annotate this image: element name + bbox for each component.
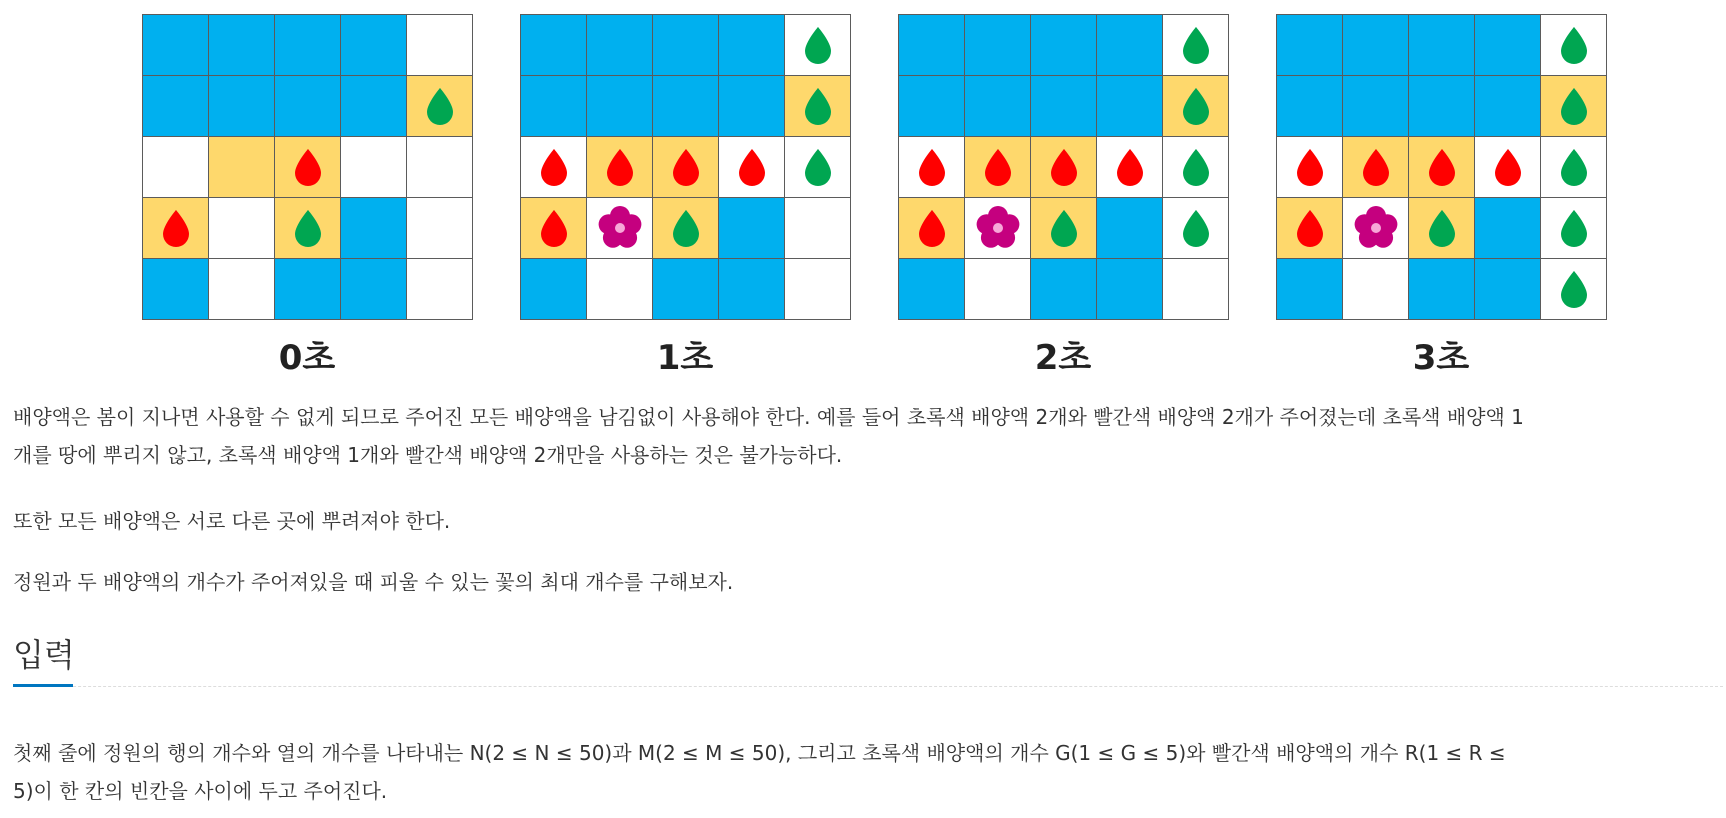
land-cell [407,15,473,76]
soil-cell [965,137,1031,198]
lake-cell [587,76,653,137]
lake-cell [899,259,965,320]
lake-cell [653,76,719,137]
land-cell [1541,137,1607,198]
flower-icon [1350,202,1402,254]
soil-cell [143,198,209,259]
flower-icon [594,202,646,254]
green-drop-icon [1557,86,1591,126]
red-drop-icon [1047,147,1081,187]
green-drop-icon [1557,269,1591,309]
land-cell [965,259,1031,320]
red-drop-icon [1359,147,1393,187]
land-cell [1163,137,1229,198]
land-cell [587,198,653,259]
garden-figure [0,0,1726,380]
garden-panel-0 [142,14,473,378]
green-drop-icon [1047,208,1081,248]
land-cell [1277,137,1343,198]
lake-cell [521,76,587,137]
lake-cell [209,76,275,137]
heading-divider [13,686,1723,687]
red-drop-icon [1491,147,1525,187]
soil-cell [209,137,275,198]
lake-cell [1031,259,1097,320]
lake-cell [1277,259,1343,320]
lake-cell [1409,259,1475,320]
lake-cell [719,259,785,320]
land-cell [341,137,407,198]
lake-cell [719,76,785,137]
lake-cell [899,76,965,137]
soil-cell [785,76,851,137]
grid-row [899,137,1229,198]
paragraph-line: 5)이 한 칸의 빈칸을 사이에 두고 주어진다. [13,779,388,803]
lake-cell [653,259,719,320]
grid-row [1277,137,1607,198]
land-cell [1163,198,1229,259]
green-drop-icon [291,208,325,248]
red-drop-icon [981,147,1015,187]
land-cell [785,15,851,76]
lake-cell [965,76,1031,137]
land-cell [143,137,209,198]
green-drop-icon [423,86,457,126]
soil-cell [1163,76,1229,137]
grid-row [521,137,851,198]
lake-cell [143,15,209,76]
lake-cell [1031,76,1097,137]
lake-cell [1475,15,1541,76]
soil-cell [1031,198,1097,259]
grid-row [1277,198,1607,259]
lake-cell [1343,15,1409,76]
lake-cell [1097,259,1163,320]
lake-cell [1475,76,1541,137]
soil-cell [521,198,587,259]
green-drop-icon [1179,86,1213,126]
land-cell [1163,15,1229,76]
soil-cell [1409,137,1475,198]
grid-row [143,76,473,137]
time-label: 0초 [278,338,336,378]
green-drop-icon [1425,208,1459,248]
land-cell [899,137,965,198]
garden-grid [898,14,1229,320]
soil-cell [1409,198,1475,259]
lake-cell [521,259,587,320]
lake-cell [521,15,587,76]
lake-cell [1475,259,1541,320]
garden-panel-3 [1276,14,1607,378]
lake-cell [275,259,341,320]
red-drop-icon [537,147,571,187]
paragraph-line: 또한 모든 배양액은 서로 다른 곳에 뿌려져야 한다. [13,509,451,533]
soil-cell [1031,137,1097,198]
lake-cell [965,15,1031,76]
soil-cell [275,137,341,198]
lake-cell [1475,198,1541,259]
garden-grid [520,14,851,320]
grid-row [521,15,851,76]
paragraph [13,563,1713,601]
soil-cell [653,198,719,259]
garden-grid [142,14,473,320]
grid-row [521,259,851,320]
lake-cell [143,76,209,137]
lake-cell [341,76,407,137]
lake-cell [209,15,275,76]
input-description [13,734,1713,810]
flower-icon [972,202,1024,254]
green-drop-icon [801,147,835,187]
heading-accent-bar [13,684,73,687]
green-drop-icon [801,86,835,126]
green-drop-icon [801,25,835,65]
grid-row [1277,15,1607,76]
red-drop-icon [1425,147,1459,187]
grid-row [143,198,473,259]
land-cell [1541,15,1607,76]
garden-panel-1 [520,14,851,378]
lake-cell [1097,198,1163,259]
red-drop-icon [537,208,571,248]
land-cell [1097,137,1163,198]
red-drop-icon [159,208,193,248]
green-drop-icon [669,208,703,248]
problem-description [13,398,1713,474]
land-cell [587,259,653,320]
paragraph-line: 첫째 줄에 정원의 행의 개수와 열의 개수를 나타내는 N(2 ≤ N ≤ 50)과 M(2 ≤ M ≤ 50), 그리고 초록색 배양액의 개수 G(1 ≤ G ≤ 5)와 빨간색 배양액의 개수 R(1 ≤ R ≤ [13,741,1506,765]
red-drop-icon [603,147,637,187]
land-cell [521,137,587,198]
lake-cell [1409,76,1475,137]
lake-cell [899,15,965,76]
lake-cell [1277,15,1343,76]
grid-row [143,259,473,320]
grid-row [521,76,851,137]
land-cell [1475,137,1541,198]
land-cell [1343,198,1409,259]
grid-row [899,76,1229,137]
time-label: 3초 [1412,338,1470,378]
soil-cell [1343,137,1409,198]
land-cell [785,259,851,320]
lake-cell [1031,15,1097,76]
lake-cell [143,259,209,320]
red-drop-icon [915,208,949,248]
land-cell [1541,198,1607,259]
paragraph-line: 개를 땅에 뿌리지 않고, 초록색 배양액 1개와 빨간색 배양액 2개만을 사용하는 것은 불가능하다. [13,443,843,467]
paragraph-line: 배양액은 봄이 지나면 사용할 수 없게 되므로 주어진 모든 배양액을 남김없이 사용해야 한다. 예를 들어 초록색 배양액 2개와 빨간색 배양액 2개가 주어졌는데 초록색 배양액 1 [13,405,1524,429]
land-cell [1163,259,1229,320]
section-heading-input: 입력 [13,636,75,674]
green-drop-icon [1179,147,1213,187]
lake-cell [275,15,341,76]
red-drop-icon [669,147,703,187]
land-cell [407,137,473,198]
time-label: 1초 [656,338,714,378]
land-cell [785,198,851,259]
land-cell [209,259,275,320]
lake-cell [653,15,719,76]
lake-cell [1277,76,1343,137]
land-cell [1541,259,1607,320]
lake-cell [719,198,785,259]
grid-row [1277,76,1607,137]
grid-row [899,259,1229,320]
land-cell [209,198,275,259]
grid-row [1277,259,1607,320]
green-drop-icon [1557,25,1591,65]
lake-cell [719,15,785,76]
green-drop-icon [1557,147,1591,187]
time-label: 2초 [1034,338,1092,378]
red-drop-icon [1113,147,1147,187]
lake-cell [275,76,341,137]
lake-cell [1409,15,1475,76]
green-drop-icon [1179,208,1213,248]
lake-cell [1097,76,1163,137]
land-cell [965,198,1031,259]
land-cell [719,137,785,198]
land-cell [1343,259,1409,320]
grid-row [521,198,851,259]
garden-panel-2 [898,14,1229,378]
land-cell [407,259,473,320]
red-drop-icon [915,147,949,187]
lake-cell [341,15,407,76]
soil-cell [1277,198,1343,259]
green-drop-icon [1557,208,1591,248]
lake-cell [1097,15,1163,76]
land-cell [785,137,851,198]
soil-cell [407,76,473,137]
land-cell [407,198,473,259]
grid-row [899,198,1229,259]
red-drop-icon [291,147,325,187]
soil-cell [275,198,341,259]
soil-cell [899,198,965,259]
paragraph-line: 정원과 두 배양액의 개수가 주어져있을 때 피울 수 있는 꽃의 최대 개수를 구해보자. [13,570,734,594]
soil-cell [653,137,719,198]
red-drop-icon [1293,147,1327,187]
green-drop-icon [1179,25,1213,65]
garden-grid [1276,14,1607,320]
grid-row [899,15,1229,76]
lake-cell [341,259,407,320]
lake-cell [587,15,653,76]
soil-cell [587,137,653,198]
soil-cell [1541,76,1607,137]
red-drop-icon [735,147,769,187]
red-drop-icon [1293,208,1327,248]
grid-row [143,137,473,198]
grid-row [143,15,473,76]
paragraph [13,502,1713,540]
lake-cell [341,198,407,259]
lake-cell [1343,76,1409,137]
